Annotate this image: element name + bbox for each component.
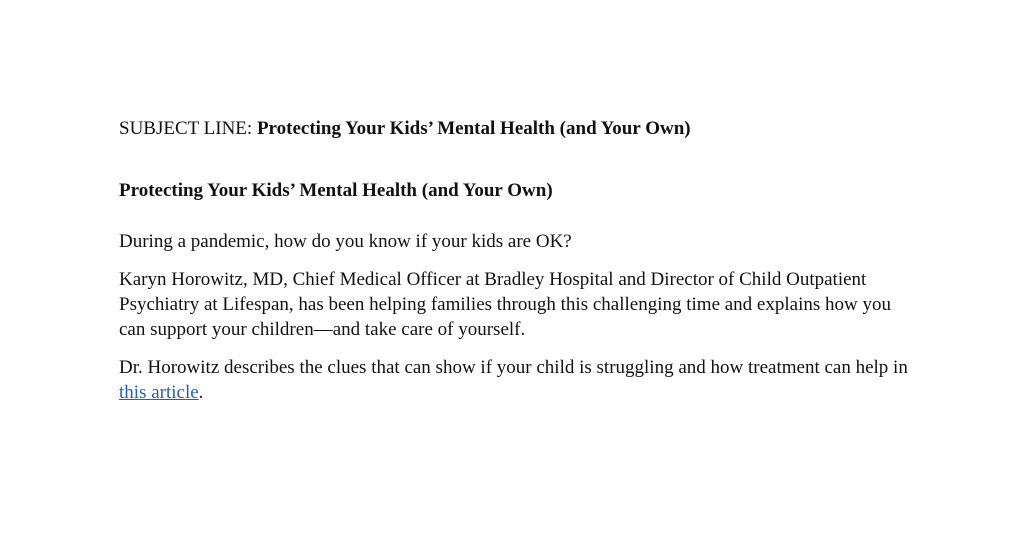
subject-line-label: SUBJECT LINE:	[119, 118, 257, 139]
intro-paragraph: During a pandemic, how do you know if your kids are OK?	[119, 231, 572, 252]
article-title: Protecting Your Kids’ Mental Health (and Your Own)	[119, 180, 553, 201]
subject-line	[119, 116, 919, 141]
document-body	[119, 116, 919, 405]
subject-line-value: Protecting Your Kids’ Mental Health (and Your Own)	[256, 118, 691, 139]
body-paragraph: Karyn Horowitz, MD, Chief Medical Officer at Bradley Hospital and Director of Child Outpatient Psychiatry at Lifespan, has been helping families through this challenging time and explains how you can support your children—and take care of yourself.	[119, 269, 891, 340]
closing-paragraph-text: Dr. Horowitz describes the clues that can show if your child is struggling and how treatment can help in	[119, 357, 908, 378]
closing-paragraph	[119, 355, 919, 405]
closing-paragraph-end: .	[198, 382, 204, 403]
article-link[interactable]: this article	[119, 382, 199, 403]
